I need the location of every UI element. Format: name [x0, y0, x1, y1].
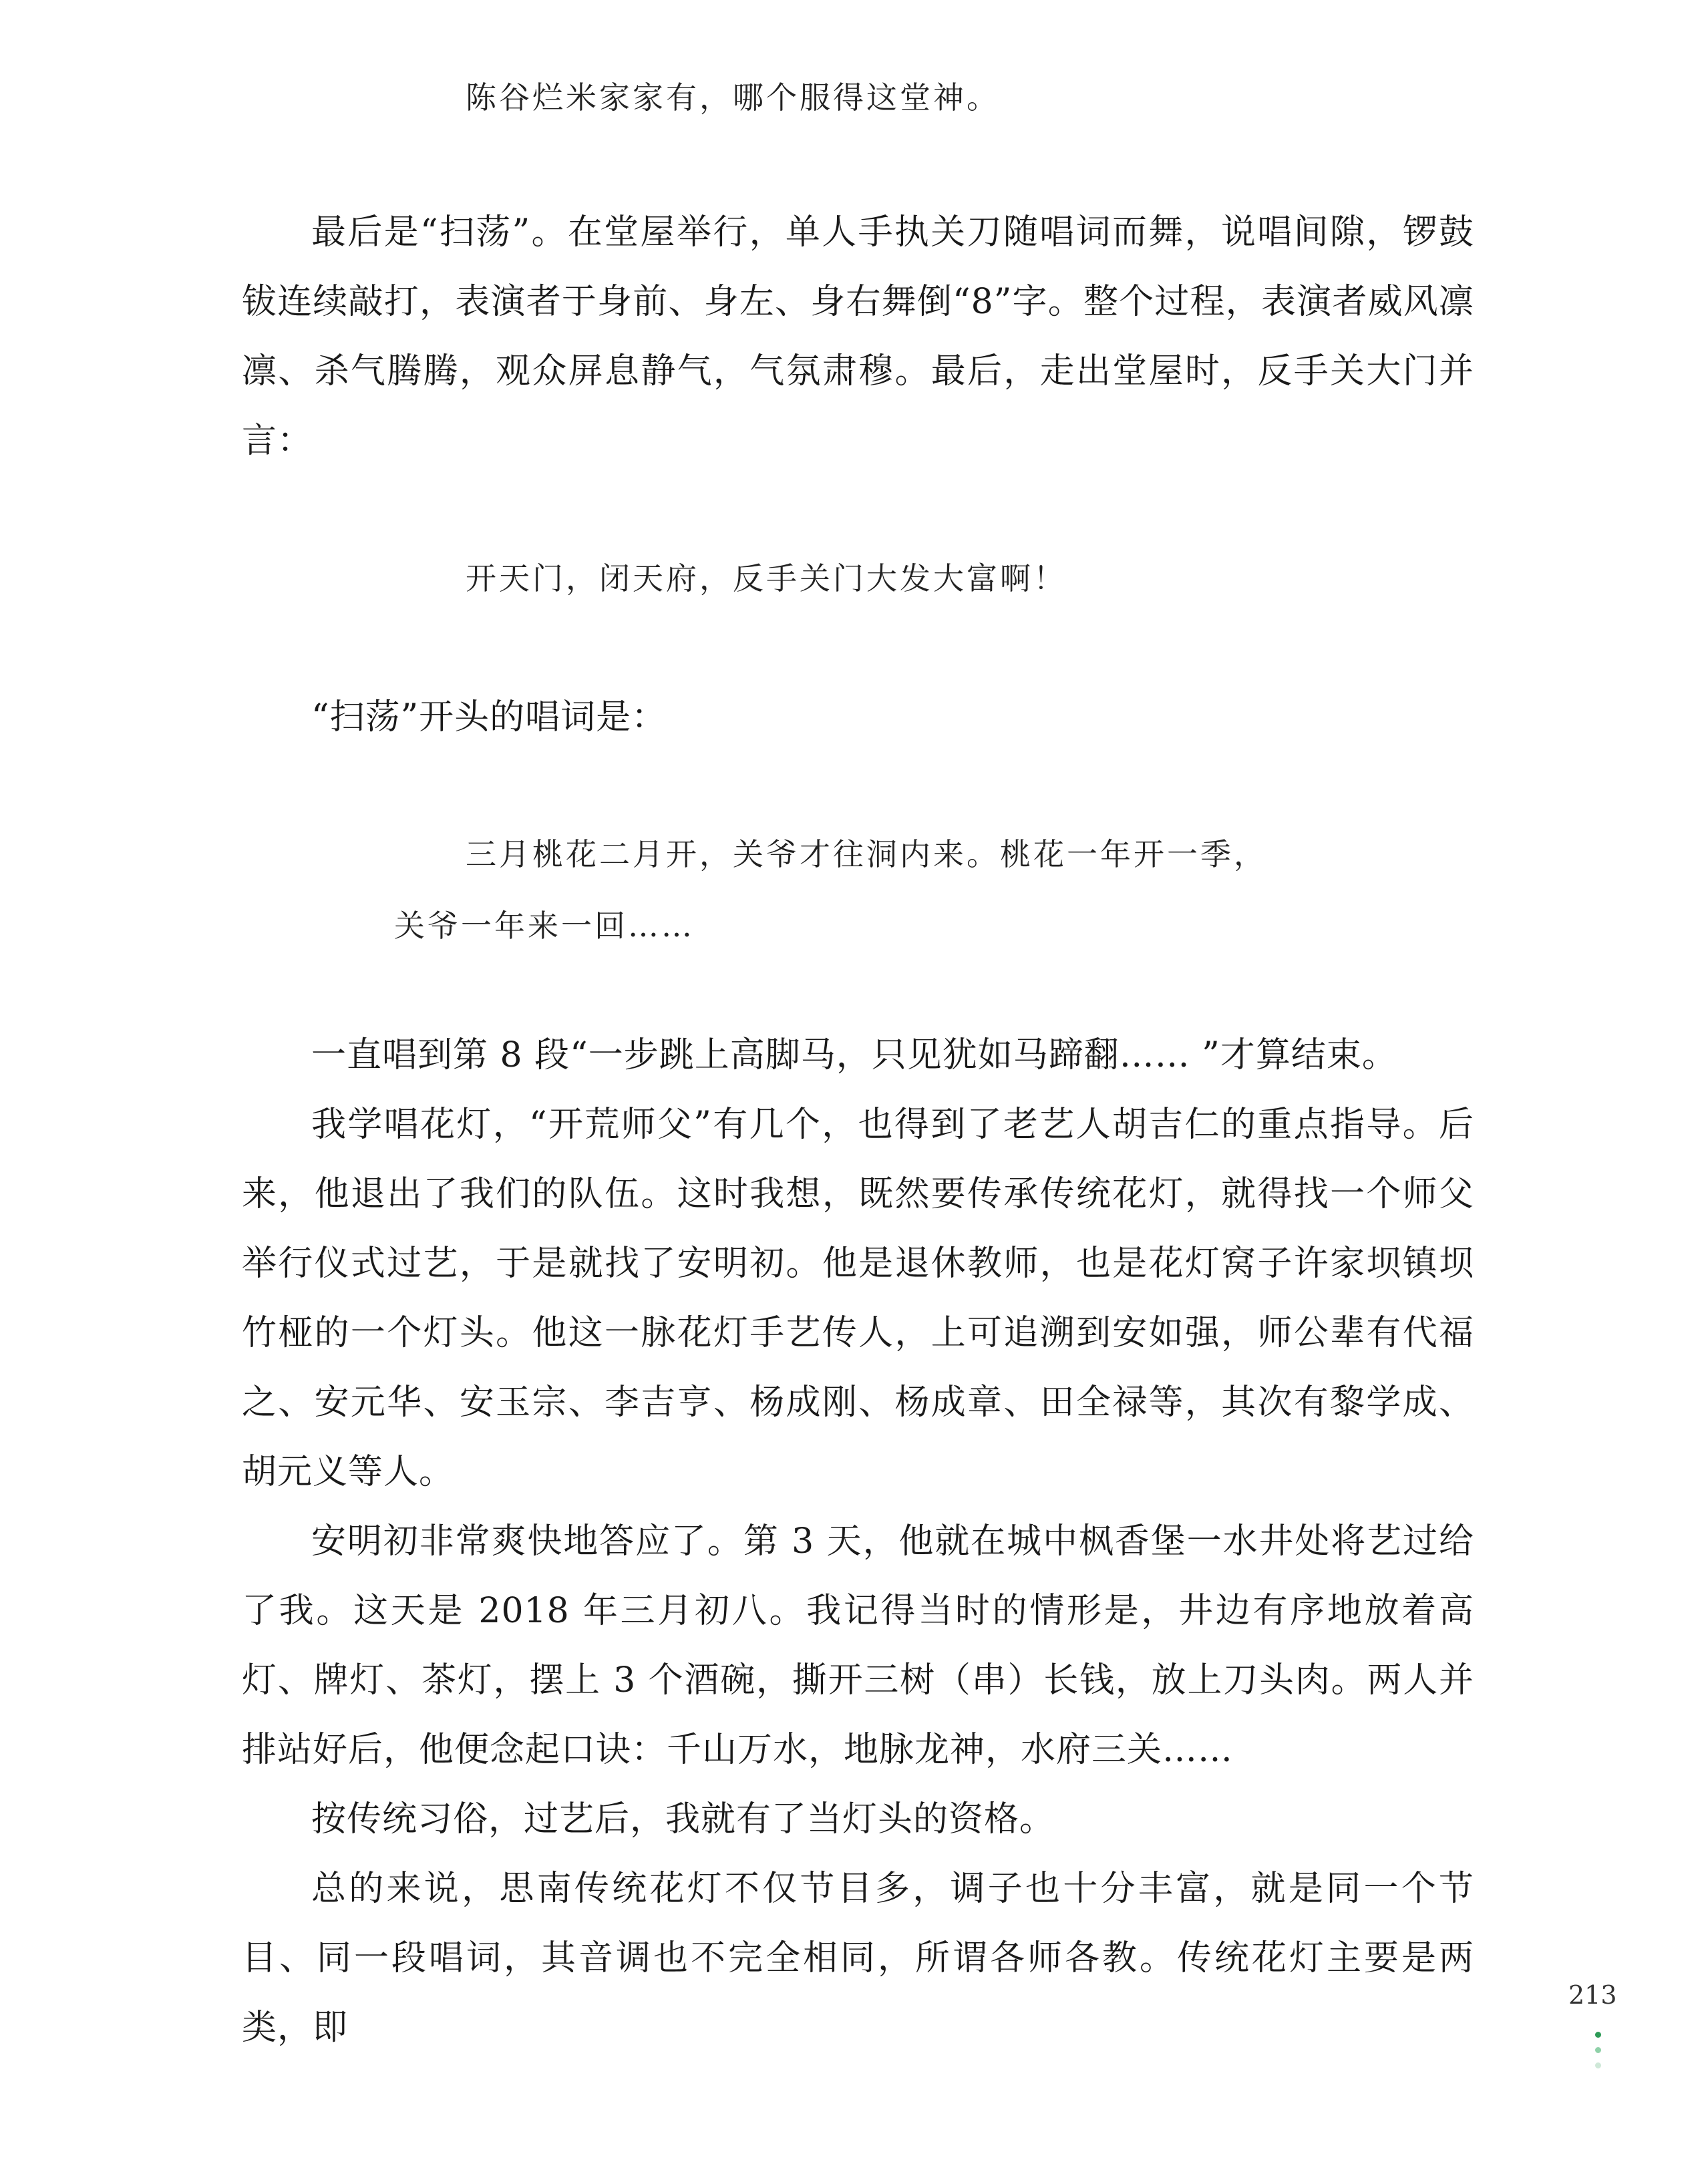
verse-line: 开天门，闭天府，反手关门大发大富啊！ [466, 560, 1067, 596]
decorative-dots [1595, 2032, 1603, 2078]
paragraph: 总的来说，思南传统花灯不仅节目多，调子也十分丰富，就是同一个节目、同一段唱词，其音调也不完全相同，所谓各师各教。传统花灯主要是两类，即 [242, 1869, 1474, 2048]
verse-line: 三月桃花二月开，关爷才往洞内来。桃花一年开一季， [466, 836, 1267, 872]
paragraph: 安明初非常爽快地答应了。第 3 天，他就在城中枫香堡一水井处将艺过给了我。这天是 2018 年三月初八。我记得当时的情形是，井边有序地放着高灯、牌灯、茶灯，摆上 3 个酒碗，撕开三树（串）长钱，放上刀头肉。两人并排站好后，他便念起口诀：千山万水，地脉龙神，水府三关…… [242, 1521, 1474, 1770]
page-number: 213 [1568, 1980, 1617, 2010]
paragraph: 我学唱花灯，“开荒师父”有几个，也得到了老艺人胡吉仁的重点指导。后来，他退出了我们的队伍。这时我想，既然要传承传统花灯，就得找一个师父举行仪式过艺，于是就找了安明初。他是退休教师，也是花灯窝子许家坝镇坝竹桠的一个灯头。他这一脉花灯手艺传人，上可追溯到安如强，师公辈有代福之、安元华、安玉宗、李吉亨、杨成刚、杨成章、田全禄等，其次有黎学成、胡元义等人。 [242, 1105, 1474, 1492]
verse-line: 陈谷烂米家家有，哪个服得这堂神。 [466, 79, 1000, 116]
dot-icon [1595, 2062, 1601, 2068]
paragraph: “扫荡”开头的唱词是： [311, 697, 667, 737]
paragraph: 按传统习俗，过艺后，我就有了当灯头的资格。 [311, 1799, 1055, 1839]
paragraph: 一直唱到第 8 段“一步跳上高脚马，只见犹如马蹄翻…… ”才算结束。 [311, 1035, 1397, 1075]
dot-icon [1595, 2032, 1601, 2038]
dot-icon [1595, 2047, 1601, 2053]
paragraph: 最后是“扫荡”。在堂屋举行，单人手执关刀随唱词而舞，说唱间隙，锣鼓钹连续敲打，表演者于身前、身左、身右舞倒“8”字。整个过程，表演者威风凛凛、杀气腾腾，观众屏息静气，气氛肃穆。最后，走出堂屋时，反手关大门并言： [242, 212, 1474, 461]
verse-line: 关爷一年来一回…… [394, 908, 695, 944]
